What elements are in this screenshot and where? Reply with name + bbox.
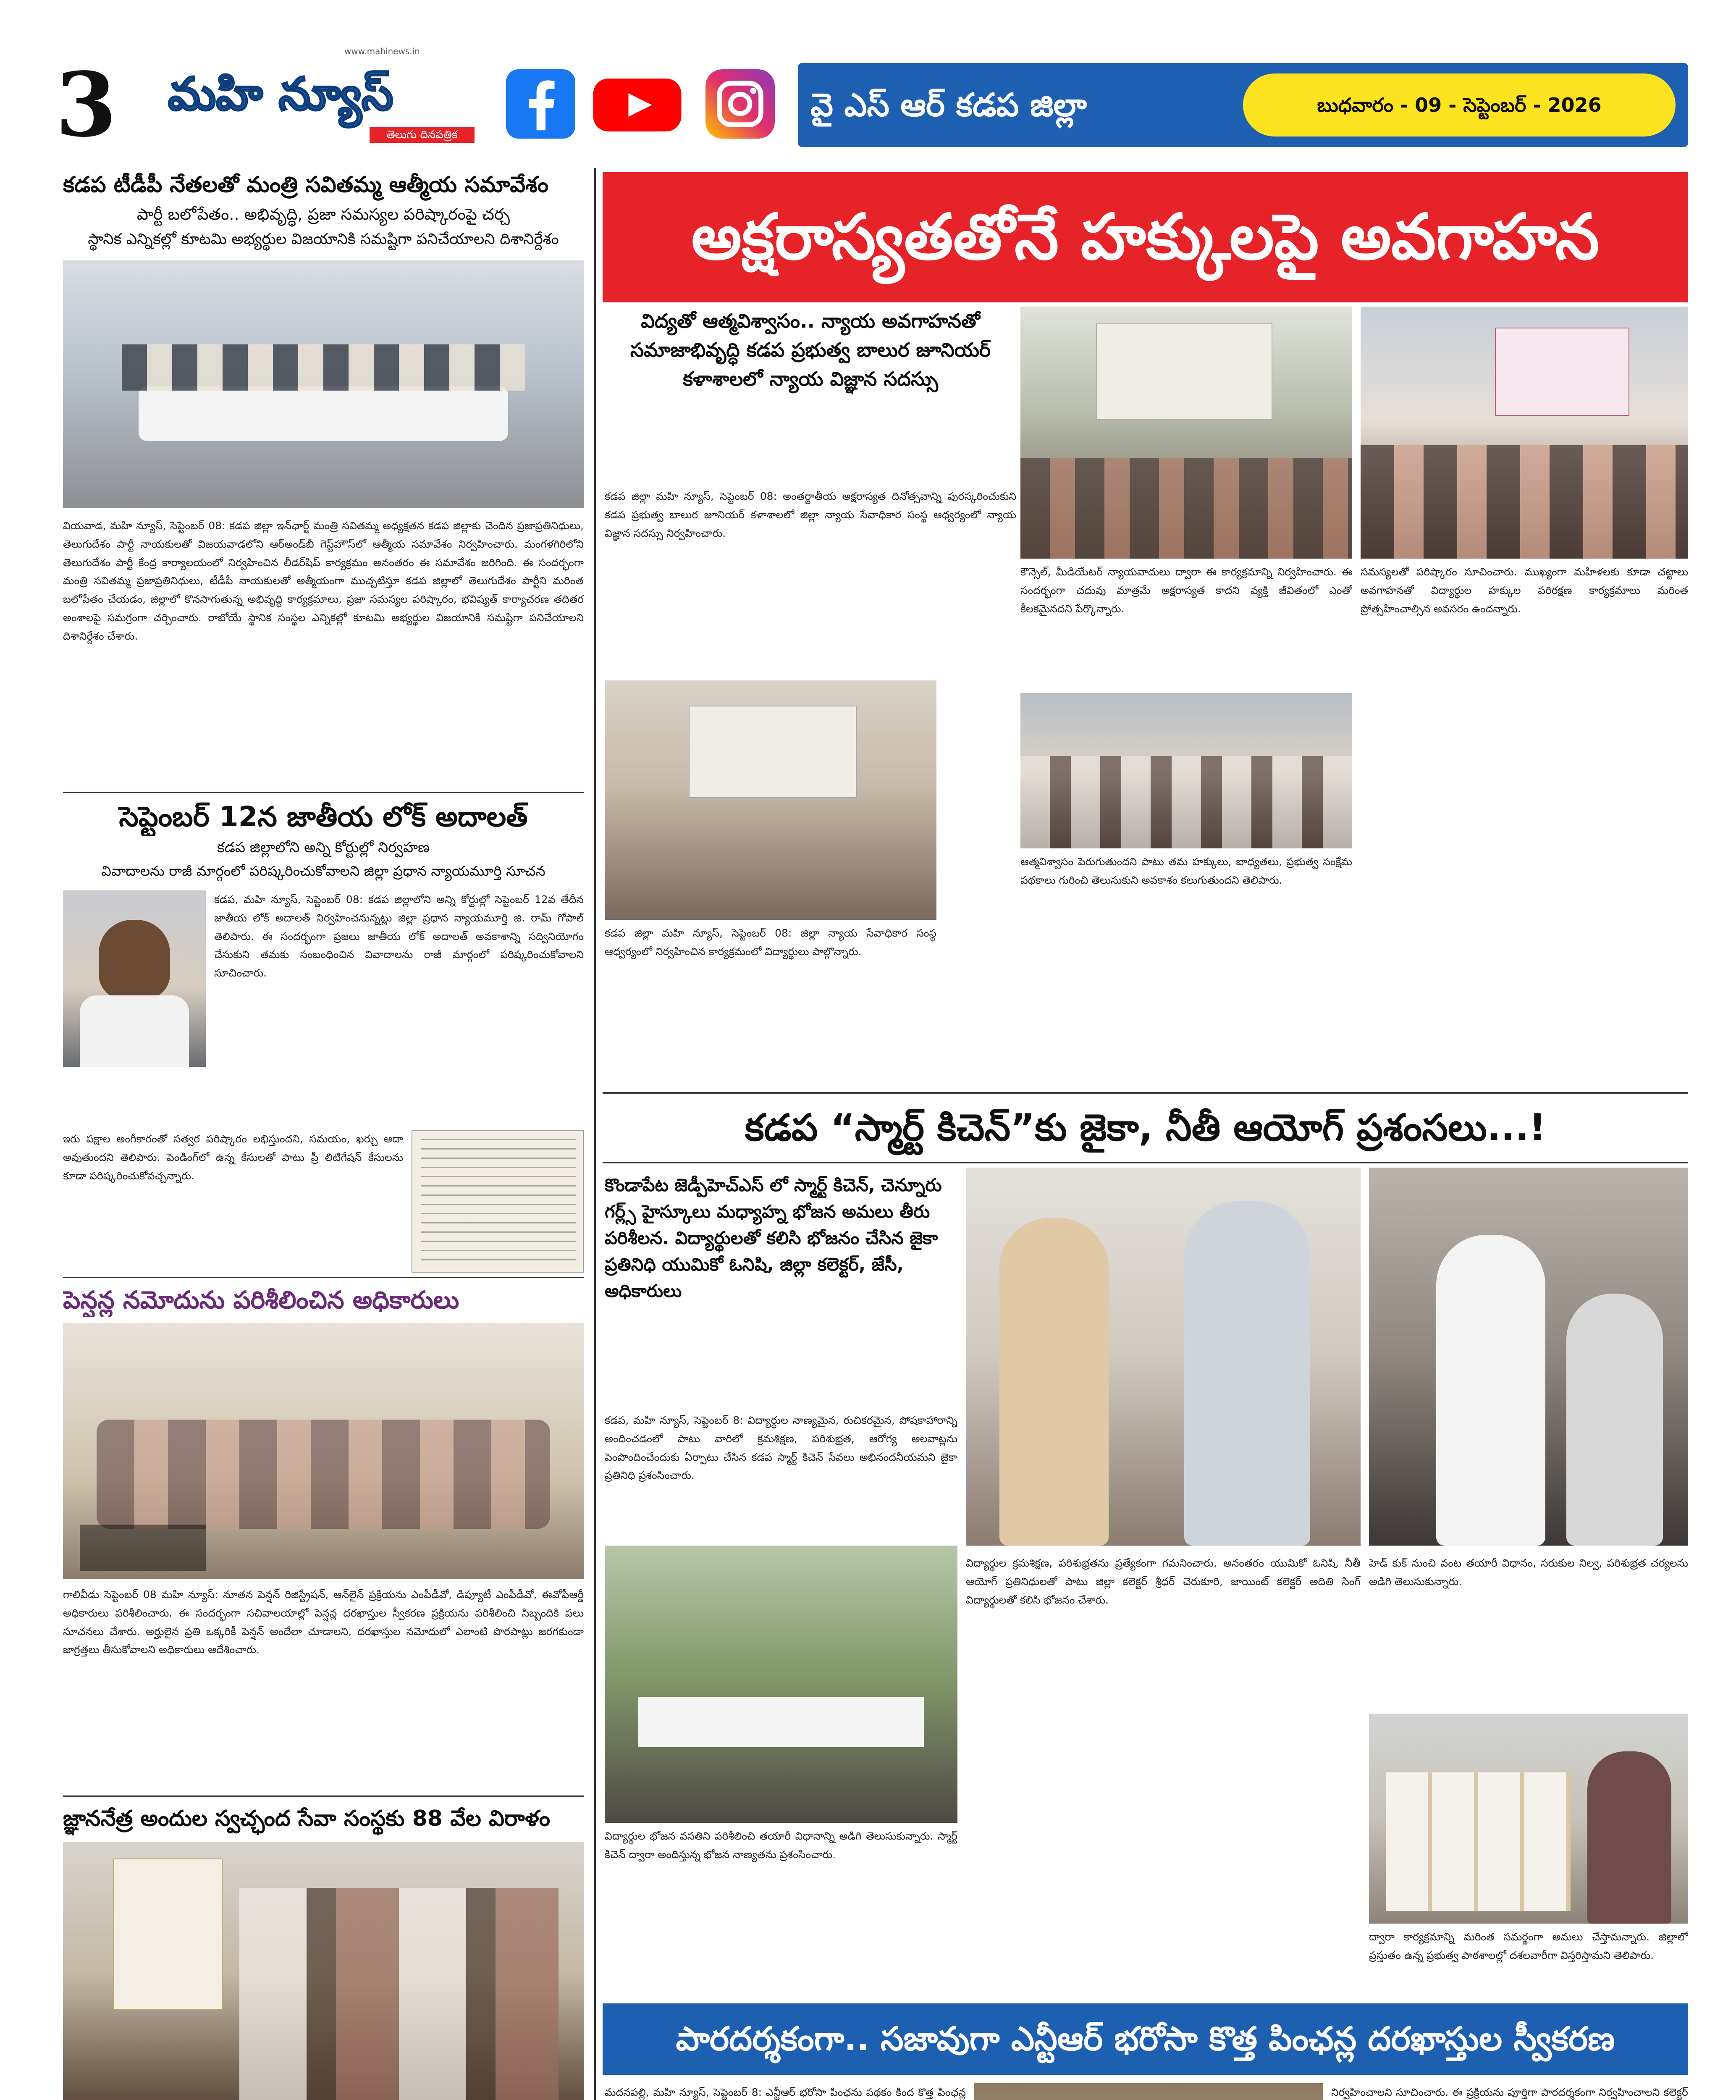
- cook-woman: [1566, 1294, 1663, 1546]
- chef-figure: [1436, 1235, 1545, 1546]
- top-body3: కౌన్సెల్, మీడియేటర్ న్యాయవాదులు ద్వారా ఈ కార్యక్రమాన్ని నిర్వహించారు. ఈ సందర్భంగా చదువు మాత్రమే అక్షరాస్యత కాదని వ్యక్తి జీవితంలో ఎంతో కీలకమైనదని పేర్కొన్నారు.: [1020, 566, 1352, 615]
- kitchen-banner-text: కడప “స్మార్ట్ కిచెన్”కు జైకా, నీతీ ఆయోగ్ ప్రశంసలు...!: [745, 1106, 1546, 1149]
- seminar-banner-3: [689, 706, 857, 798]
- pension-banner: [603, 2003, 1688, 2075]
- kitchen-body4: హెడ్ కుక్ నుంచి వంట తయారీ విధానం, సరుకుల నిల్వ, పరిశుభ్రత చర్యలను అడిగి తెలుసుకున్నారు.: [1369, 1557, 1688, 1588]
- judge-photo: [63, 890, 206, 1067]
- serving-table: [638, 1697, 924, 1747]
- lok-adalat-notice: [412, 1130, 584, 1273]
- a1-body: వియవాడ, మహి న్యూస్, సెప్టెంబర్ 08: కడప జిల్లా ఇన్‌ఛార్జ్ మంత్రి సవితమ్మ అధ్యక్షతన కడప జిల్లాకు చెందిన ప్రజాప్రతినిధులు, తెలుగుదేశం పార్టీ నాయకులతో విజయవాడలోని ఆర్అండ్‌బీ గెస్ట్‌హౌస్‌లో ఆత్మీయ సమావేశం నిర్వహించారు. మంగళగిరిలోని తెలుగుదేశం పార్టీ కేంద్ర కార్యాలయంలో నిర్వహించిన లీడర్‌షిప్ కార్యక్రమం అనంతరం ఈ సమావేశం జరిగింది. ఈ సందర్భంగా మంత్రి సవితమ్మ ప్రజాప్రతినిధులు, టీడీపీ నాయకులతో అత్మీయంగా ముచ్చటిస్తూ కడప జిల్లాలో తెలుగుదేశం పార్టీని మరింత బలోపేతం చేయడం, జిల్లాలో కొనసాగుతున్న అభివృద్ధి కార్యక్రమాలు, ప్రజా సమస్యల పరిష్కారం, భవిష్యత్ కార్యాచరణ తదితర అంశాలపై సమగ్రంగా చర్చించారు. రాబోయే స్థానిక సంస్థల ఎన్నికల్లో కూటమి అభ్యర్థుల విజయానికి సమష్టిగా పనిచేయాలని దిశానిర్దేశం చేశారు.: [63, 520, 584, 642]
- date-pill: [1243, 74, 1676, 136]
- seminar-photo-3: [605, 680, 936, 920]
- kitchen-photo-4: [1369, 1714, 1688, 1924]
- judge-shirt: [80, 995, 189, 1067]
- kitchen-photo-3: [605, 1546, 957, 1823]
- a2-sub2: వివాదాలను రాజీ మార్గంలో పరిష్కరించుకోవాలని జిల్లా ప్రధాన న్యాయమూర్తి సూచన: [101, 863, 545, 879]
- a1-sub1: పార్టీ బలోపేతం.. అభివృద్ధి, ప్రజా సమస్యల పరిష్కారంపై చర్చ: [136, 205, 510, 223]
- top-body4: ఆత్మవిశ్వాసం పెరుగుతుందని పాటు తమ హక్కులు, బాధ్యతలు, ప్రభుత్వ సంక్షేమ పథకాలు గురించి తెలుసుకుని అవకాశం కలుగుతుందని తెలిపారు.: [1020, 856, 1352, 886]
- photo-timestamp: [80, 1525, 206, 1571]
- kitchen-banner: [603, 1092, 1688, 1163]
- top-banner: [603, 172, 1688, 302]
- kitchen-body5: ద్వారా కార్యక్రమాన్ని మరింత సమర్థంగా అమలు చేస్తామన్నారు. జిల్లాలో ప్రస్తుతం ఉన్న ప్రభుత్వ పాఠశాలల్లో దశలవారీగా విస్తరిస్తామని తెలిపారు.: [1369, 1931, 1688, 1961]
- notice-lines: [421, 1139, 576, 1265]
- pension-photo: [63, 1323, 584, 1579]
- a1-headline: కడప టీడీపీ నేతలతో మంత్రి సవితమ్మ ఆత్మీయ సమావేశం: [63, 172, 549, 197]
- donation-banner: [113, 1858, 223, 2010]
- top-body2: కడప జిల్లా మహి న్యూస్, సెప్టెంబర్ 08: జిల్లా న్యాయ సేవాధికార సంస్థ ఆధ్వర్యంలో నిర్వహించిన కార్యక్రమంలో విద్యార్థులు పాల్గొన్నారు.: [605, 927, 936, 958]
- pension-body5: నిర్వహించాలని సూచించారు. ఈ ప్రక్రియను పూర్తిగా పారదర్శకంగా నిర్వహించాలని కలెక్టర్: [1331, 2086, 1688, 2098]
- audience: [1020, 756, 1352, 848]
- rice-bags: [1386, 1772, 1571, 1911]
- top-subheading: విద్యతో ఆత్మవిశ్వాసం.. న్యాయ అవగాహనతో సమాజాభివృద్ధి కడప ప్రభుత్వ బాలుర జూనియర్ కళాశాలలో న్యాయ విజ్ఞాన సదస్సు: [630, 310, 991, 390]
- tagline-text: తెలుగు దినపత్రిక: [386, 129, 458, 141]
- a3-body: గాలివీడు సెప్టెంబర్ 08 మహి న్యూస్: నూతన పెన్షన్ రిజిస్ట్రేషన్, ఆన్‌లైన్ ప్రక్రియను ఎంపీడీవో, డిప్యూటీ ఎంపీడీవో, ఈవోపీఆర్డీ అధికారులు పరిశీలించారు. ఈ సందర్భంగా సచివాలయాల్లో పెన్షన్ల దరఖాస్తుల స్వీకరణ ప్రక్రియను పరిశీలించి సిబ్బందికి పలు సూచనలు చేశారు. అర్హులైన ప్రతి ఒక్కరికీ పెన్షన్ అందేలా చూడాలని, దరఖాస్తుల నమోదులో ఎలాంటి పొరపాట్లు జరగకుండా జాగ్రత్తలు తీసుకోవాలని అధికారులు ఆదేశించారు.: [63, 1588, 584, 1656]
- a2-headline: సెప్టెంబర్ 12న జాతీయ లోక్ అదాలత్: [119, 801, 528, 833]
- judge-figure: [99, 920, 170, 1000]
- date-text: బుధవారం - 09 - సెప్టెంబర్ - 2026: [1317, 94, 1602, 116]
- a2-body2: ఇరు పక్షాల అంగీకారంతో సత్వర పరిష్కారం లభిస్తుందని, సమయం, ఖర్చు ఆదా అవుతుందని తెలిపారు. పెండింగ్‌లో ఉన్న కేసులతో పాటు ప్రీ లిటిగేషన్ కేసులను కూడా పరిష్కరించుకోవచ్చన్నారు.: [63, 1133, 403, 1182]
- masthead-title: మహి న్యూస్: [168, 68, 393, 121]
- collector-figure: [1184, 1201, 1310, 1546]
- a2-sub1: కడప జిల్లాలోని అన్ని కోర్టుల్లో నిర్వహణ: [217, 839, 430, 856]
- kitchen-photo-1: [966, 1168, 1361, 1546]
- kitchen-photo-2: [1369, 1168, 1688, 1546]
- seminar-banner: [1096, 323, 1272, 420]
- a3-headline: పెన్షన్ల నమోదును పరిశీలించిన అధికారులు: [63, 1286, 459, 1314]
- seminar-crowd: [1020, 458, 1352, 559]
- instagram-icon[interactable]: [705, 69, 775, 139]
- seminar-photo-2: [1361, 307, 1688, 559]
- a2-body1: కడప, మహి న్యూస్, సెప్టెంబర్ 08: కడప జిల్లాలోని అన్ని కోర్టుల్లో సెప్టెంబర్ 12వ తేదీన జాతీయ లోక్ అదాలత్ నిర్వహించనున్నట్లు జిల్లా ప్రధాన న్యాయమూర్తి జి. రామ్ గోపాల్ తెలిపారు. ఈ సందర్భంగా ప్రజలు జాతీయ లోక్ అదాలత్ అవకాశాన్ని సద్వినియోగం చేసుకుని తమకు సంబంధించిన వివాదాలను రాజీ మార్గంలో పరిష్కరించుకోవాలని సూచించారు.: [214, 893, 584, 979]
- facebook-icon[interactable]: [506, 69, 575, 139]
- seminar-photo-4: [1020, 693, 1352, 848]
- conference-table: [139, 386, 508, 441]
- a3-divider: [63, 1796, 584, 1797]
- masthead-tagline: [370, 127, 475, 143]
- pension-banner-text: పారదర్శకంగా.. సజావుగా ఎన్టీఆర్ భరోసా కొత్త పింఛన్ల దరఖాస్తుల స్వీకరణ: [676, 2020, 1615, 2058]
- masthead-url: www.mahinews.in: [344, 46, 420, 56]
- a4-headline: జ్ఞాననేత్ర అందుల స్వచ్ఛంద సేవా సంస్థకు 88 వేల విరాళం: [63, 1806, 551, 1831]
- page-number-text: 3: [55, 53, 117, 157]
- seminar-crowd-2: [1361, 445, 1688, 559]
- donation-photo: [63, 1842, 584, 2100]
- seminar-banner-2: [1495, 328, 1629, 416]
- kitchen-subheading: కొండాపేట జెడ్పీహెచ్ఎస్ లో స్మార్ట్ కిచెన్, చెన్నూరు గర్ల్స్ హైస్కూలు మధ్యాహ్న భోజన అమలు తీరు పరిశీలన. విద్యార్థులతో కలిసి భోజనం చేసిన జైకా ప్రతినిధి యుమికో ఓనిషి, జిల్లా కలెక్టర్, జేసీ, అధికారులు: [605, 1175, 942, 1301]
- meeting-photo: [63, 260, 584, 508]
- a1-divider: [63, 792, 584, 793]
- kitchen-body2: విద్యార్థుల క్రమశిక్షణ, పరిశుభ్రతను ప్రత్యేకంగా గమనించారు. అనంతరం యుమికో ఓనిషి, నీతీ ఆయోగ్ ప్రతినిధులతో పాటు జిల్లా కలెక్టర్ శ్రీధర్ చెరుకూరి, జాయింట్ కలెక్టర్ అదితి సింగ్ విద్యార్థులతో కలిసి భోజనం చేశారు.: [966, 1557, 1361, 1606]
- inspector: [1587, 1751, 1671, 1924]
- seminar-photo-1: [1020, 307, 1352, 559]
- donors: [239, 1888, 559, 2100]
- pension-people: [97, 1420, 550, 1529]
- pension-body1: మదనపల్లి, మహి న్యూస్, సెప్టెంబర్ 8: ఎన్టీఆర్ భరోసా పింఛను పథకం కింద కొత్త పింఛన్ల: [605, 2086, 966, 2098]
- column-divider: [594, 168, 596, 2100]
- a1-sub2: స్థానిక ఎన్నికల్లో కూటమి అభ్యర్థుల విజయానికి సమష్టిగా పనిచేయాలని దిశానిర్దేశం: [88, 231, 559, 248]
- kitchen-body3: విద్యార్థుల భోజన వసతిని పరిశీలించి తయారీ విధానాన్ని అడిగి తెలుసుకున్నారు. స్మార్ట్ కిచెన్ ద్వారా అందిస్తున్న భోజన నాణ్యతను ప్రశంసించారు.: [605, 1830, 957, 1861]
- collector-photo: [974, 2083, 1323, 2100]
- a2-divider: [63, 1277, 584, 1278]
- masthead-logo: [168, 46, 479, 147]
- top-body1: కడప జిల్లా మహి న్యూస్, సెప్టెంబర్ 08: అంతర్జాతీయ అక్షరాస్యత దినోత్సవాన్ని పురస్కరించుకుని కడప ప్రభుత్వ బాలుర జూనియర్ కళాశాలలో జిల్లా న్యాయ సేవాధికార సంస్థ ఆధ్వర్యంలో న్యాయ విజ్ఞాన సదస్సు నిర్వహించారు.: [605, 490, 1016, 539]
- participants-row: [122, 344, 525, 391]
- visitor-woman: [999, 1218, 1109, 1546]
- district-title: వై ఎస్ ఆర్ కడప జిల్లా: [810, 86, 1087, 123]
- youtube-icon[interactable]: [592, 76, 682, 134]
- page-number: [50, 53, 122, 157]
- kitchen-body1: కడప, మహి న్యూస్, సెప్టెంబర్ 8: విద్యార్థుల నాణ్యమైన, రుచికరమైన, పోషకాహారాన్ని అందించడంలో పాటు వారిలో క్రమశిక్షణ, పరిశుభ్రత, ఆరోగ్య అలవాట్లను పెంపొందించేందుకు ఏర్పాటు చేసిన కడప స్మార్ట్ కిచెన్ సేవలు అభినందనీయమని జైకా ప్రతినిధి ప్రశంసించారు.: [605, 1414, 957, 1482]
- top-banner-text: అక్షరాస్యతతోనే హక్కులపై అవగాహన: [691, 201, 1600, 274]
- top-body5: సమస్యలతో పరిష్కారం సూచించారు. ముఖ్యంగా మహిళలకు కూడా చట్టాలు అవగాహనతో విద్యార్థుల హక్కుల పరిరక్షణ కార్యక్రమాలు మరింత ప్రోత్సహించాల్సిన అవసరం ఉందన్నారు.: [1361, 566, 1688, 615]
